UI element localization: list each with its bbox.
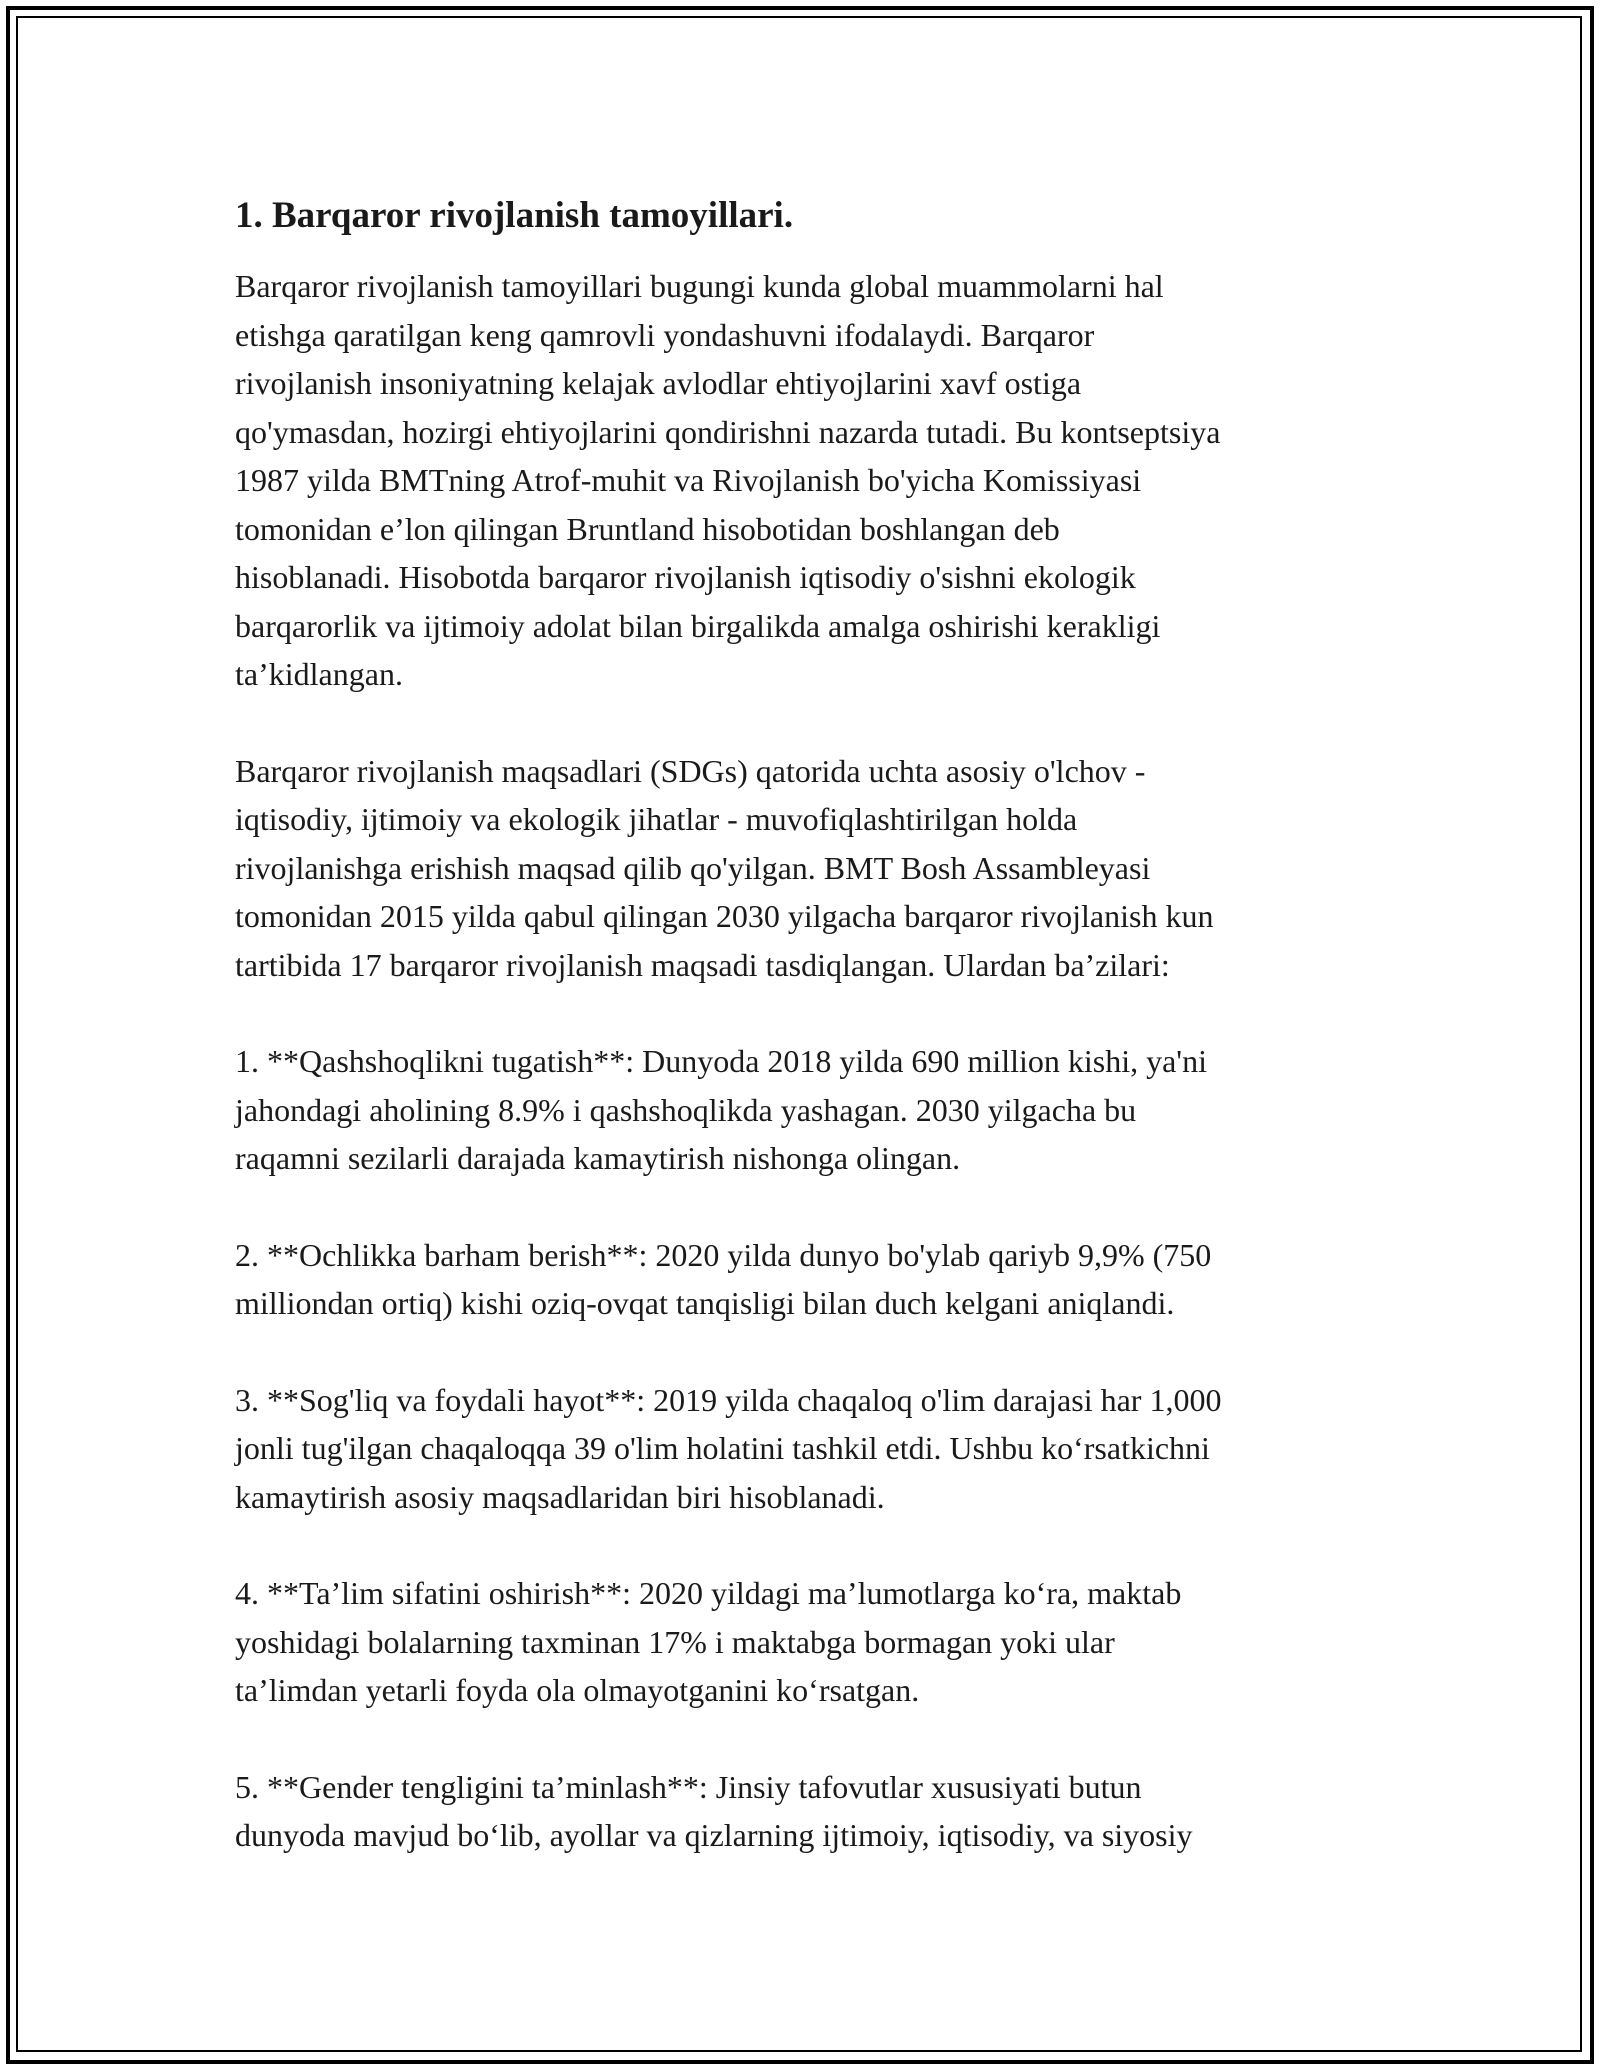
text-line: Barqaror rivojlanish tamoyillari bugungi kunda global muammolarni hal <box>235 268 1164 304</box>
text-line: etishga qaratilgan keng qamrovli yondashuvni ifodalaydi. Barqaror <box>235 316 1095 353</box>
text-line: tomonidan 2015 yilda qabul qilingan 2030 yilgacha barqaror rivojlanish kun <box>235 898 1214 934</box>
text-line: 2. **Ochlikka barham berish**: 2020 yilda dunyo bo'ylab qariyb 9,9% (750 <box>235 1236 1212 1273</box>
text-line: 3. **Sog'liq va foydali hayot**: 2019 yilda chaqaloq o'lim darajasi har 1,000 <box>235 1381 1222 1418</box>
text-line: rivojlanish insoniyatning kelajak avlodlar ehtiyojlarini xavf ostiga <box>235 365 1082 401</box>
text-line: 1987 yilda BMTning Atrof-muhit va Rivojlanish bo'yicha Komissiyasi <box>235 462 1142 498</box>
text-line: rivojlanishga erishish maqsad qilib qo'yilgan. BMT Bosh Assambleyasi <box>235 849 1151 886</box>
text-line: tartibida 17 barqaror rivojlanish maqsadi tasdiqlangan. Ulardan ba’zilari: <box>235 946 1170 983</box>
text-line: dunyoda mavjud bo‘lib, ayollar va qizlarning ijtimoiy, iqtisodiy, va siyosiy <box>235 1817 1193 1853</box>
text-line: qo'ymasdan, hozirgi ehtiyojlarini qondirishni nazarda tutadi. Bu kontseptsiya <box>235 413 1221 450</box>
text-line: barqarorlik va ijtimoiy adolat bilan birgalikda amalga oshirishi kerakligi <box>235 607 1161 644</box>
list-item-hunger <box>235 1231 1375 1328</box>
list-item-gender <box>235 1763 1375 1860</box>
text-line: 5. **Gender tengligini ta’minlash**: Jinsiy tafovutlar xususiyati butun <box>235 1768 1142 1805</box>
document-body <box>235 188 1375 1908</box>
text-line: ta’kidlangan. <box>235 656 403 692</box>
text-line: ta’limdan yetarli foyda ola olmayotganini ko‘rsatgan. <box>235 1672 920 1708</box>
list-item-health <box>235 1376 1375 1522</box>
text-line: jahondagi aholining 8.9% i qashshoqlikda yashagan. 2030 yilgacha bu <box>235 1091 1137 1128</box>
paragraph-intro <box>235 262 1375 699</box>
text-line: Barqaror rivojlanish maqsadlari (SDGs) qatorida uchta asosiy o'lchov - <box>235 752 1146 789</box>
text-line: 1. **Qashshoqlikni tugatish**: Dunyoda 2018 yilda 690 million kishi, ya'ni <box>235 1043 1207 1079</box>
text-line: raqamni sezilarli darajada kamaytirish nishonga olingan. <box>235 1140 961 1176</box>
list-item-education <box>235 1569 1375 1715</box>
text-line: jonli tug'ilgan chaqaloqqa 39 o'lim holatini tashkil etdi. Ushbu ko‘rsatkichni <box>235 1430 1210 1466</box>
text-line: hisoblanadi. Hisobotda barqaror rivojlanish iqtisodiy o'sishni ekologik <box>235 559 1136 595</box>
text-line: yoshidagi bolalarning taxminan 17% i maktabga bormagan yoki ular <box>235 1623 1115 1660</box>
text-line: iqtisodiy, ijtimoiy va ekologik jihatlar - muvofiqlashtirilgan holda <box>235 801 1078 837</box>
text-line: milliondan ortiq) kishi oziq-ovqat tanqisligi bilan duch kelgani aniqlandi. <box>235 1285 1175 1321</box>
text-line: tomonidan e’lon qilingan Bruntland hisobotidan boshlangan deb <box>235 510 1060 547</box>
section-heading: 1. Barqaror rivojlanish tamoyillari. <box>235 195 794 236</box>
text-line: 4. **Ta’lim sifatini oshirish**: 2020 yildagi ma’lumotlarga ko‘ra, maktab <box>235 1575 1182 1611</box>
text-line: kamaytirish asosiy maqsadlaridan biri hisoblanadi. <box>235 1478 885 1515</box>
paragraph-sdgs <box>235 747 1375 990</box>
list-item-poverty <box>235 1037 1375 1183</box>
